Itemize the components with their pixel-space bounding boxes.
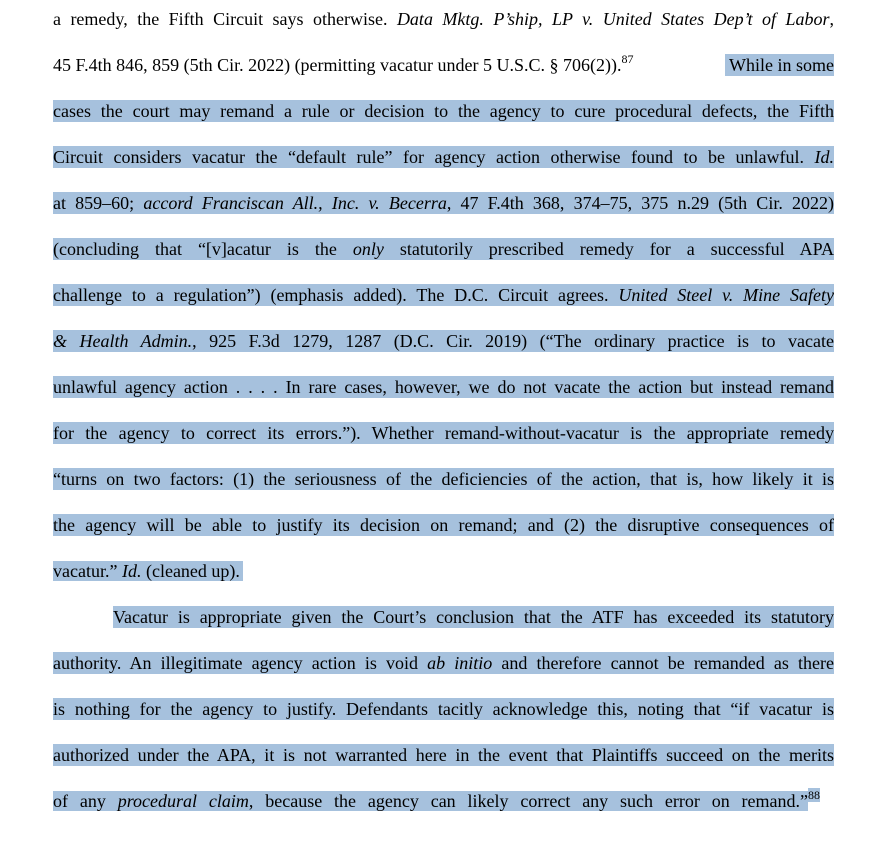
highlighted-text: “turns on two factors: (1) the seriousness of the deficiencies of the action, that is, how likely it is (53, 469, 834, 489)
emphasis-text: ab initio (427, 653, 493, 673)
highlighted-text: challenge to a regulation”) (emphasis added). The D.C. Circuit agrees. (53, 285, 619, 305)
highlighted-text: cases the court may remand a rule or decision to the agency to cure procedural defects, the Fifth (53, 101, 834, 121)
highlighted-text: is nothing for the agency to justify. Defendants tacitly acknowledge this, noting that “if vacatur is (53, 699, 834, 719)
footnote-marker[interactable]: 87 (621, 52, 634, 66)
case-citation: Id. (121, 561, 142, 581)
text-line-8 (53, 330, 834, 352)
text-line-3 (53, 100, 834, 122)
text-line-15 (53, 652, 834, 674)
text-run: , (829, 9, 834, 29)
text-line-2 (53, 54, 834, 76)
highlighted-text: for the agency to correct its errors.”). Whether remand-without-vacatur is the appropriate remedy (53, 423, 834, 443)
text-line-7 (53, 284, 834, 306)
text-run: a remedy, the Fifth Circuit says otherwise. (53, 9, 397, 29)
highlighted-text: , because the agency can likely correct any such error on remand.” (248, 791, 809, 811)
case-citation: accord Franciscan All., Inc. v. Becerra (143, 193, 447, 213)
highlighted-text: , 47 F.4th 368, 374–75, 375 n.29 (5th Cir. 2022) (446, 193, 834, 213)
text-line-14 (113, 606, 834, 628)
text-run: (cleaned up). (141, 561, 240, 581)
highlighted-text: the agency will be able to justify its decision on remand; and (2) the disruptive consequences of (53, 515, 834, 535)
highlighted-text: at 859–60; (53, 193, 144, 213)
case-citation: Data Mktg. P’ship, LP v. United States Dep’t of Labor (396, 9, 830, 29)
footnote-marker[interactable]: 88 (808, 788, 821, 802)
case-citation: Id. (814, 147, 834, 167)
text-line-9 (53, 376, 834, 398)
text-line-13 (53, 560, 834, 582)
text-line-17 (53, 744, 834, 766)
text-line-16 (53, 698, 834, 720)
case-citation: United Steel v. Mine Safety (618, 285, 834, 305)
text-line-10 (53, 422, 834, 444)
emphasis-text: procedural claim (117, 791, 249, 811)
highlighted-text: of any (53, 791, 118, 811)
highlighted-text (53, 561, 243, 581)
highlighted-text: , 925 F.3d 1279, 1287 (D.C. Cir. 2019) (“The ordinary practice is to vacate (192, 331, 834, 351)
case-citation: & Health Admin. (53, 331, 193, 351)
highlighted-text: Circuit considers vacatur the “default rule” for agency action otherwise found to be unlawful. (53, 147, 815, 167)
highlighted-text: authorized under the APA, it is not warranted here in the event that Plaintiffs succeed on the merits (53, 745, 834, 765)
highlighted-text: While in some (725, 54, 834, 76)
text-run: 45 F.4th 846, 859 (5th Cir. 2022) (permitting vacatur under 5 U.S.C. § 706(2)). (53, 55, 622, 75)
text-run: vacatur.” (53, 561, 122, 581)
text-line-11 (53, 468, 834, 490)
highlighted-text: (concluding that “[v]acatur is the (53, 239, 353, 259)
text-line-6 (53, 238, 834, 260)
text-line-1 (53, 8, 834, 30)
text-line-5 (53, 192, 834, 214)
highlighted-text: and therefore cannot be remanded as there (492, 653, 834, 673)
highlighted-text: authority. An illegitimate agency action is void (53, 653, 428, 673)
highlighted-text: Vacatur is appropriate given the Court’s conclusion that the ATF has exceeded its statutory (113, 607, 834, 627)
text-line-12 (53, 514, 834, 536)
text-line-4 (53, 146, 834, 168)
highlighted-text: statutorily prescribed remedy for a successful APA (383, 239, 834, 259)
text-line-18 (53, 790, 820, 812)
emphasis-text: only (352, 239, 384, 259)
highlighted-text: unlawful agency action . . . . In rare cases, however, we do not vacate the action but instead remand (53, 377, 834, 397)
